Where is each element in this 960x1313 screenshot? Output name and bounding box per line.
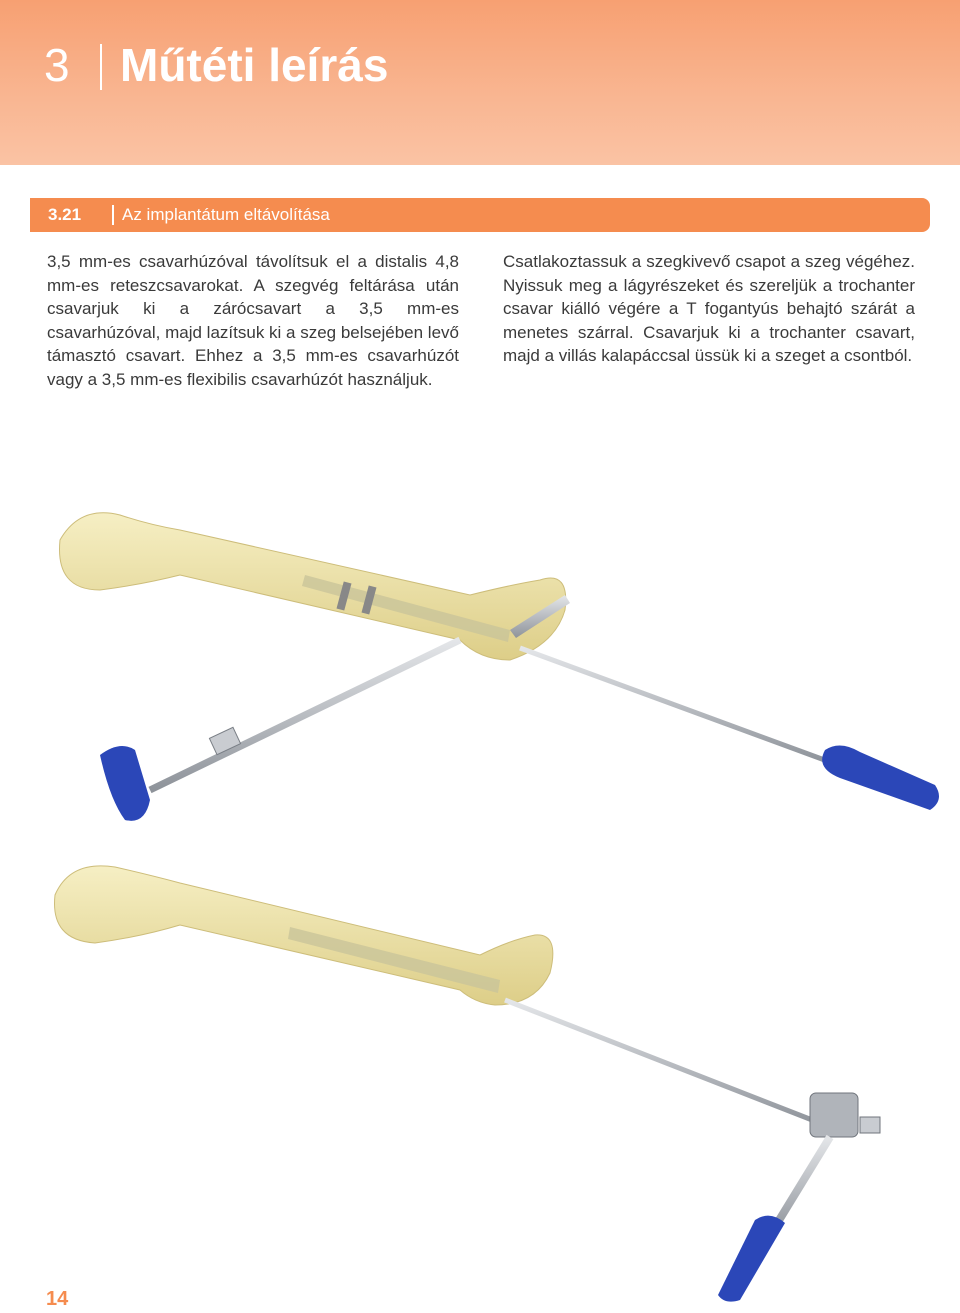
- screwdriver-shaft: [150, 640, 460, 790]
- t-handle-blue: [718, 1216, 785, 1302]
- chapter-header: [0, 0, 960, 165]
- connector-block: [810, 1093, 858, 1137]
- section-number: 3.21: [48, 205, 82, 224]
- chapter-divider: [100, 44, 102, 90]
- illustration-femur-t-handle: [40, 855, 950, 1305]
- section-heading-bar: [30, 198, 930, 232]
- extraction-rod: [520, 648, 830, 762]
- chapter-title: Műtéti leírás: [120, 39, 389, 91]
- connector-nut: [860, 1117, 880, 1133]
- section-title: Az implantátum eltávolítása: [122, 205, 330, 224]
- illustration-femur-screwdriver: [40, 500, 950, 840]
- right-column-text: Csatlakoztassuk a szegkivevő csapot a szeg végéhez. Nyissuk meg a lágyrészeket és szereljük a trochanter csavar kiálló végére a T fogantyús behajtó szárát a menetes szárral. Csavarjuk ki a trochanter csavart, majd a villás kalapáccsal üssük ki a szeget a csontból.: [503, 252, 915, 365]
- chapter-number: 3: [44, 39, 70, 91]
- inserter-rod: [505, 1000, 825, 1125]
- t-handle-blue: [100, 746, 150, 821]
- page-number: 14: [46, 1288, 69, 1310]
- section-divider: [112, 205, 114, 225]
- screwdriver-handle-blue: [822, 745, 939, 810]
- left-column-text: 3,5 mm-es csavarhúzóval távolítsuk el a distalis 4,8 mm-es reteszcsavarokat. A szegvég feltárása után csavarjuk ki a zárócsavart a 3,5 mm-es csavarhúzóval, majd lazítsuk ki a szeg belsejében levő támasztó csavart. Ehhez a 3,5 mm-es csavarhúzót vagy a 3,5 mm-es flexibilis csavarhúzót használjuk.: [47, 252, 459, 389]
